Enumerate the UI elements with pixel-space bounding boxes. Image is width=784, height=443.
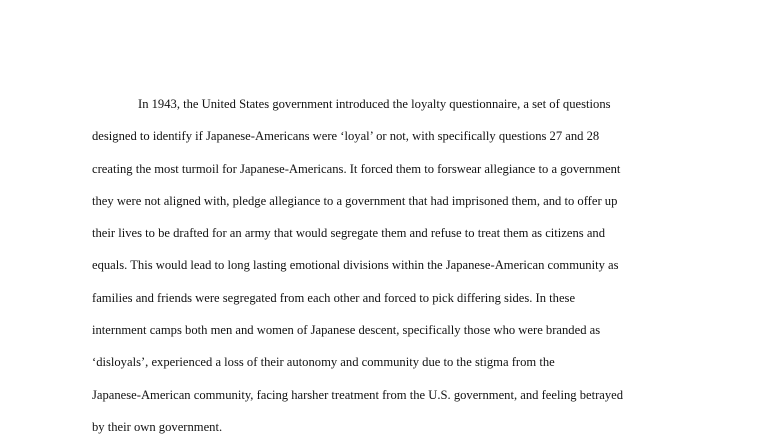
paragraph-line-9: ‘disloyals’, experienced a loss of their autonomy and community due to the stigma from the: [92, 355, 555, 370]
paragraph-line-3: creating the most turmoil for Japanese-Americans. It forced them to forswear allegiance to a government: [92, 161, 621, 176]
paragraph-line-8: internment camps both men and women of Japanese descent, specifically those who were branded as: [92, 323, 601, 338]
paragraph-line-11: by their own government.: [92, 419, 223, 434]
paragraph-line-2: designed to identify if Japanese-Americans were ‘loyal’ or not, with specifically questions 27 and 28: [92, 129, 600, 144]
paragraph-line-7: families and friends were segregated from each other and forced to pick differing sides. In these: [92, 290, 576, 305]
paragraph-line-4: they were not aligned with, pledge allegiance to a government that had imprisoned them, and to offer up: [92, 193, 618, 208]
body-paragraph: [92, 88, 692, 443]
paragraph-line-1: In 1943, the United States government introduced the loyalty questionnaire, a set of questions: [138, 97, 611, 111]
paragraph-line-10: Japanese-American community, facing harsher treatment from the U.S. government, and feeling betrayed: [92, 387, 624, 402]
paragraph-line-5: their lives to be drafted for an army that would segregate them and refuse to treat them as citizens and: [92, 226, 606, 241]
paragraph-line-6: equals. This would lead to long lasting emotional divisions within the Japanese-American community as: [92, 258, 619, 273]
